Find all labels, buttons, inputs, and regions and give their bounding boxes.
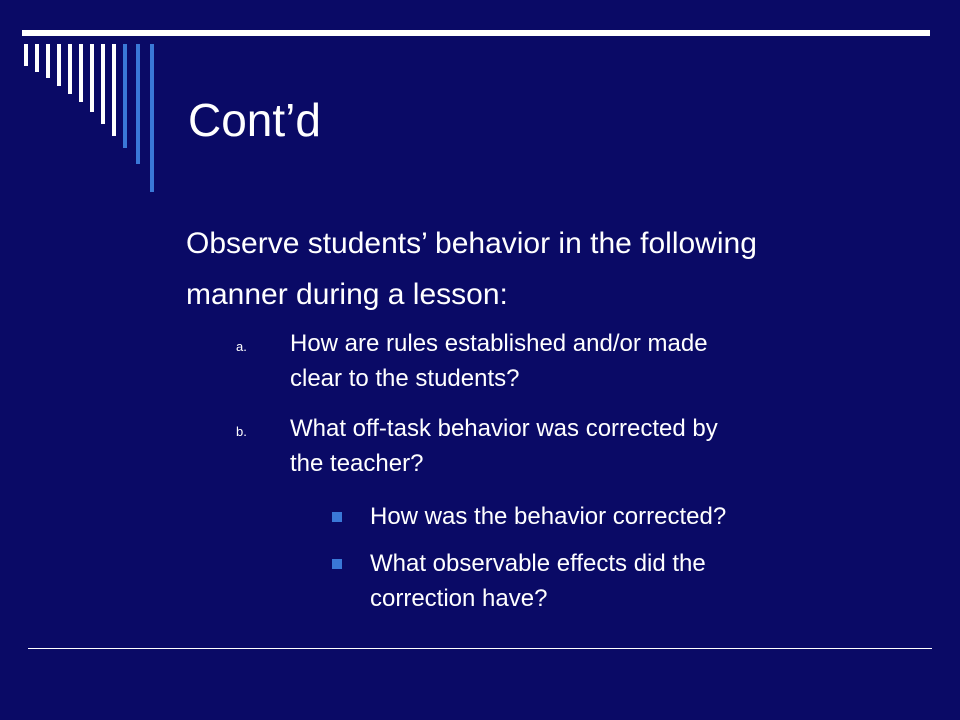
list-item-text xyxy=(290,411,910,481)
square-bullet-icon xyxy=(332,559,342,569)
list-item-line: How are rules established and/or made xyxy=(290,330,708,357)
list-marker: b. xyxy=(236,424,247,439)
slide-title: Cont’d xyxy=(188,94,321,146)
sub-list-item-line: How was the behavior corrected? xyxy=(370,503,727,530)
sub-list-item-line: correction have? xyxy=(370,585,548,612)
sub-list-item-text xyxy=(370,499,910,534)
square-bullet-icon xyxy=(332,512,342,522)
list-item-line: What off-task behavior was corrected by xyxy=(290,415,718,442)
list-item-line: the teacher? xyxy=(290,450,424,477)
top-divider xyxy=(22,30,930,36)
sub-list-item-text xyxy=(370,546,910,616)
intro-line: Observe students’ behavior in the following xyxy=(186,227,757,260)
sub-list-item-line: What observable effects did the xyxy=(370,550,706,577)
bottom-divider xyxy=(28,648,932,649)
intro-line: manner during a lesson: xyxy=(186,278,508,311)
list-marker: a. xyxy=(236,339,247,354)
intro-text xyxy=(186,218,906,320)
list-item-line: clear to the students? xyxy=(290,365,520,392)
list-item-text xyxy=(290,326,910,396)
